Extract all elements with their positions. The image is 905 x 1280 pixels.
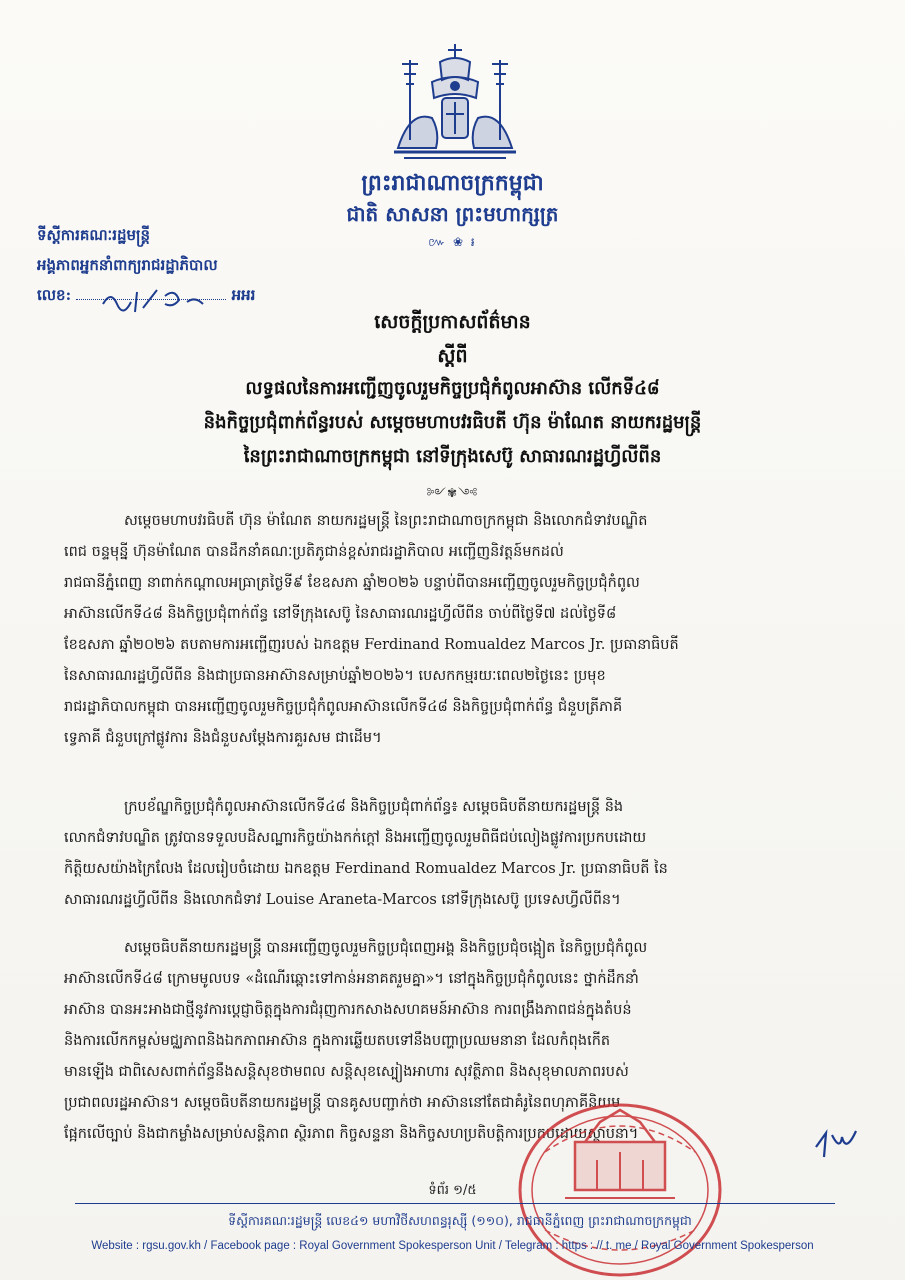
subject-label: ស្តីពី [437,345,468,367]
paragraph-line: រាជធានីភ្នំពេញ នាពាក់កណ្តាលអធ្រាត្រថ្ងៃទី៩ ខែឧសភា ឆ្នាំ២០២៦ បន្ទាប់ពីបានអញ្ជើញចូលរួមកិច្ចប្រជុំកំពូល [64,575,640,591]
royal-emblem-icon [380,40,530,165]
office-name: ទីស្តីការគណៈរដ្ឋមន្ត្រី [37,226,151,244]
footer-contact-links: Website : rgsu.gov.kh / Facebook page : Royal Government Spokesperson Unit / Telegram : https : // t. me / Royal Government Spokesperson [91,1240,814,1252]
reference-prefix: លេខ: [37,286,72,304]
paragraph-line: រាជរដ្ឋាភិបាលកម្ពុជា បានអញ្ជើញចូលរួមកិច្ចប្រជុំកំពូលអាស៊ានលើកទី៤៨ និងកិច្ចប្រជុំពាក់ព័ន្ធ ជំនួបត្រីភាគី [64,699,623,715]
page-number: ទំព័រ ១/៥ [428,1183,477,1198]
paragraph-line: លោកជំទាវបណ្ឌិត ត្រូវបានទទួលបដិសណ្ឋារកិច្ចយ៉ាងកក់ក្តៅ និងអញ្ជើញចូលរួមពិធីជប់លៀងផ្លូវការប្រកបដោយ [64,830,647,846]
kingdom-title: ព្រះរាជាណាចក្រកម្ពុជា [361,170,544,196]
title-divider-ornament: ༻✾༺ [426,486,479,500]
paragraph-line: មានឡើង ជាពិសេសពាក់ព័ន្ធនឹងសន្តិសុខថាមពល សន្តិសុខស្បៀងអាហារ សុវត្ថិភាព និងសុខុមាលភាពរបស់ [64,1064,629,1080]
subject-line-3: នៃព្រះរាជាណាចក្រកម្ពុជា នៅទីក្រុងសេប៊ូ សាធារណរដ្ឋហ្វីលីពីន [243,446,662,467]
paragraph-line: ទ្វេភាគី ជំនួបក្រៅផ្លូវការ និងជំនួបសម្តែងការគួរសម ជាដើម។ [64,730,382,746]
subject-line-2: និងកិច្ចប្រជុំពាក់ព័ន្ធរបស់ សម្តេចមហាបវរធិបតី ហ៊ុន ម៉ាណែត នាយករដ្ឋមន្ត្រី [203,412,702,433]
reference-suffix: អអរ [231,286,256,304]
paragraph-line: កិត្តិយសយ៉ាងក្រៃលែង ដែលរៀបចំដោយ ឯកឧត្តម Ferdinand Romualdez Marcos Jr. ប្រធានាធិបតី នៃ [64,861,668,877]
paragraph-line: សម្តេចមហាបវរធិបតី ហ៊ុន ម៉ាណែត នាយករដ្ឋមន្ត្រី នៃព្រះរាជាណាចក្រកម្ពុជា និងលោកជំទាវបណ្ឌិត [124,513,648,529]
paragraph-line: ផ្អែកលើច្បាប់ និងជាកម្លាំងសម្រាប់សន្តិភាព ស្ថិរភាព កិច្ចសន្ទនា និងកិច្ចសហប្រតិបត្តិការប្រកបដោយស្ថាបនា។ [64,1126,639,1142]
paragraph-line: នៃសាធារណរដ្ឋហ្វីលីពីន និងជាប្រធានអាស៊ានសម្រាប់ឆ្នាំ២០២៦។ បេសកកម្មរយៈពេល២ថ្ងៃនេះ ប្រមុខ [64,668,606,684]
paragraph-line: ប្រជាពលរដ្ឋអាស៊ាន។ សម្តេចធិបតីនាយករដ្ឋមន្ត្រី បានគូសបញ្ជាក់ថា អាស៊ាននៅតែជាគំរូនៃពហុភាគីនិយម [64,1095,621,1111]
national-motto: ជាតិ សាសនា ព្រះមហាក្សត្រ [346,202,559,226]
paragraph-line: និងការលើកកម្ពស់មជ្ឈភាពនិងឯកភាពអាស៊ាន ក្នុងការឆ្លើយតបទៅនឹងបញ្ហាប្រឈមនានា ដែលកំពុងកើត [64,1033,611,1049]
paragraph-2 [64,792,849,916]
signature-initials-icon [812,1127,862,1162]
document-type-heading: សេចក្តីប្រកាសព័ត៌មាន [374,311,531,333]
reference-number-line [37,280,327,310]
paragraph-line: អាស៊ានលើកទី៤៨ ក្រោមមូលបទ «ដំណើរឆ្ពោះទៅកាន់អនាគតរួមគ្នា»។ នៅក្នុងកិច្ចប្រជុំកំពូលនេះ ថ្នាក់ដឹកនាំ [64,971,639,987]
footer-divider [75,1203,835,1204]
paragraph-line: អាស៊ាន បានអះអាងជាថ្មីនូវការប្តេជ្ញាចិត្តក្នុងការជំរុញការកសាងសហគមន៍អាស៊ាន ការពង្រឹងភាពជន់ក្នុងតំបន់ [64,1002,632,1018]
paragraph-line: សម្តេចធិបតីនាយករដ្ឋមន្ត្រី បានអញ្ជើញចូលរួមកិច្ចប្រជុំពេញអង្គ និងកិច្ចប្រជុំចង្អៀត នៃកិច្ចប្រជុំកំពូល [124,940,648,956]
paragraph-line: សាធារណរដ្ឋហ្វីលីពីន និងលោកជំទាវ Louise Araneta-Marcos នៅទីក្រុងសេប៊ូ ប្រទេសហ្វីលីពីន។ [64,892,621,908]
paragraph-1 [64,506,849,754]
unit-name: អង្គភាពអ្នកនាំពាក្យរាជរដ្ឋាភិបាល [37,256,218,274]
paragraph-line: អាស៊ានលើកទី៤៨ និងកិច្ចប្រជុំពាក់ព័ន្ធ នៅទីក្រុងសេប៊ូ នៃសាធារណរដ្ឋហ្វីលីពីន ចាប់ពីថ្ងៃទី៧ ដល់ថ្ងៃទី៨ [64,606,617,622]
footer-address: ទីស្តីការគណៈរដ្ឋមន្ត្រី លេខ៤១ មហាវិថីសហពន្ធរុស្ស៊ី (១១០), រាជធានីភ្នំពេញ ព្រះរាជាណាចក្រកម្ពុជា [228,1213,692,1228]
paragraph-line: ពេជ ចន្ទមុន្នី ហ៊ុនម៉ាណែត បានដឹកនាំគណៈប្រតិភូជាន់ខ្ពស់រាជរដ្ឋាភិបាល អញ្ជើញនិវត្តន៍មកដល់ [64,544,564,560]
paragraph-line: ខែឧសភា ឆ្នាំ២០២៦ តបតាមការអញ្ជើញរបស់ ឯកឧត្តម Ferdinand Romualdez Marcos Jr. ប្រធានាធិបតី [64,637,679,653]
subject-line-1: លទ្ធផលនៃការអញ្ជើញចូលរួមកិច្ចប្រជុំកំពូលអាស៊ាន លើកទី៤៨ [245,378,660,399]
paragraph-line: ក្របខ័ណ្ឌកិច្ចប្រជុំកំពូលអាស៊ានលើកទី៤៨ និងកិច្ចប្រជុំពាក់ព័ន្ធ៖ សម្តេចធិបតីនាយករដ្ឋមន្ត្រី និង [124,799,624,815]
issuing-office-block [37,220,327,310]
motto-ornament: ៚ ❀ ៛ [428,235,477,249]
